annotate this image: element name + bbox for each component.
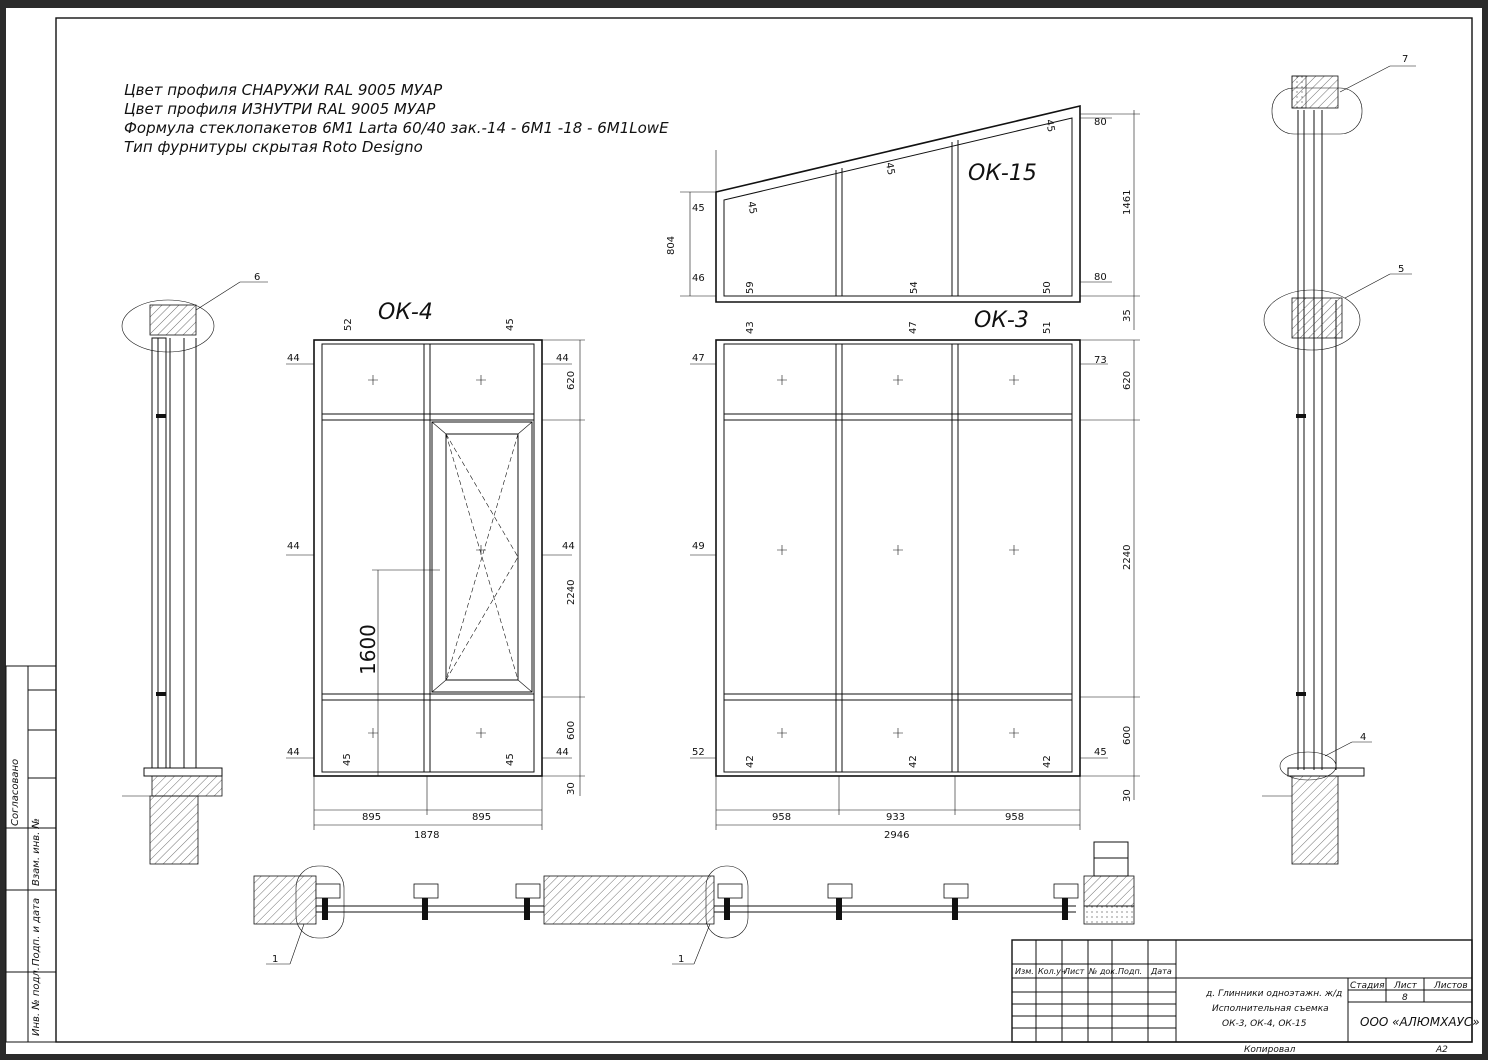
drawing-label: 6 (254, 272, 261, 283)
drawing-label: 2240 (1122, 544, 1133, 570)
drawing-label: 600 (566, 720, 577, 740)
drawing-label: А2 (1436, 1045, 1448, 1055)
drawing-label: 80 (1094, 272, 1107, 283)
note-exterior-color: Цвет профиля СНАРУЖИ RAL 9005 МУАР (124, 81, 443, 99)
drawing-label: Исполнительная съемка (1212, 1004, 1329, 1014)
drawing-label: Согласовано (10, 758, 21, 826)
drawing-label: 47 (692, 353, 705, 364)
drawing-label: 7 (1402, 54, 1409, 65)
drawing-label: 52 (343, 318, 354, 331)
drawing-label: 30 (566, 782, 577, 795)
drawing-label: 49 (692, 541, 705, 552)
ok4-label: ОК-4 (378, 300, 433, 325)
drawing-label: 50 (1042, 281, 1053, 294)
drawing-label: 44 (556, 353, 569, 364)
title-block (1012, 940, 1480, 1055)
drawing-label: 43 (745, 321, 756, 334)
drawing-label: 958 (1005, 812, 1025, 823)
ok15-label: ОК-15 (968, 161, 1037, 186)
side-stamp (6, 666, 56, 1042)
drawing-label: 30 (1122, 789, 1133, 802)
note-hardware: Тип фурнитуры скрытая Roto Designo (124, 138, 423, 156)
drawing-label: 5 (1398, 264, 1405, 275)
note-glass-formula: Формула стеклопакетов 6М1 Larta 60/40 зак.-14 - 6М1 -18 - 6М1LowE (124, 119, 669, 137)
drawing-label: 45 (745, 200, 759, 216)
drawing-label: 80 (1094, 117, 1107, 128)
drawing-label: д. Глинники одноэтажн. ж/д (1206, 989, 1343, 999)
drawing-label: 600 (1122, 725, 1133, 745)
drawing-label: 42 (908, 755, 919, 768)
drawing-label: 45 (883, 161, 897, 177)
drawing-label: Инв. № подл. (31, 967, 42, 1036)
drawing-label: 1461 (1122, 189, 1133, 215)
drawing-label: 933 (886, 812, 906, 823)
drawing-label: 51 (1042, 321, 1053, 334)
drawing-label: 44 (287, 353, 300, 364)
drawing-label: 4 (1360, 732, 1367, 743)
drawing-label: № док. (1089, 967, 1118, 976)
drawing-label: 44 (287, 747, 300, 758)
drawing-label: 46 (692, 273, 705, 284)
drawing-label: 47 (908, 321, 919, 334)
drawing-label: Взам. инв. № (31, 818, 42, 886)
drawing-label: Изм. (1015, 967, 1034, 976)
drawing-label: 895 (472, 812, 492, 823)
drawing-label: Лист (1064, 967, 1085, 976)
drawing-label: Подп. (1118, 967, 1143, 976)
drawing-label: 45 (1043, 118, 1057, 134)
drawing-label: Стадия (1350, 981, 1385, 991)
general-notes (124, 81, 669, 156)
ok15-elevation (666, 106, 1140, 330)
drawing-label: 44 (562, 541, 575, 552)
drawing-label: 1600 (356, 624, 380, 675)
left-section-view (122, 272, 268, 864)
drawing-label: 45 (1094, 747, 1107, 758)
drawing-label: 2946 (884, 830, 910, 841)
drawing-label: ООО «АЛЮМХАУС» (1360, 1015, 1480, 1029)
drawing-label: Подп. и дата (31, 897, 42, 966)
drawing-label: 45 (342, 753, 353, 766)
drawing-label: 35 (1122, 309, 1133, 322)
plan-section-view (254, 842, 1134, 965)
ok3-label: ОК-3 (974, 308, 1029, 333)
drawing-label: 1878 (414, 830, 440, 841)
ok4-elevation (286, 300, 585, 841)
drawing-label: 1 (272, 954, 279, 965)
drawing-label: 59 (745, 281, 756, 294)
drawing-label: 44 (287, 541, 300, 552)
drawing-label: Лист (1394, 981, 1417, 991)
drawing-label: Копировал (1244, 1045, 1296, 1055)
drawing-label: 45 (692, 203, 705, 214)
drawing-label: 620 (566, 370, 577, 390)
right-section-view (1262, 54, 1416, 864)
drawing-label: 45 (505, 318, 516, 331)
drawing-label: 2240 (566, 579, 577, 605)
drawing-label: 804 (666, 235, 677, 255)
drawing-label: Листов (1434, 981, 1468, 991)
drawing-label: 73 (1094, 355, 1107, 366)
drawing-label: 44 (556, 747, 569, 758)
drawing-label: 52 (692, 747, 705, 758)
drawing-label: 42 (745, 755, 756, 768)
drawing-label: 45 (505, 753, 516, 766)
note-interior-color: Цвет профиля ИЗНУТРИ RAL 9005 МУАР (124, 100, 436, 118)
drawing-label: 8 (1402, 993, 1408, 1003)
drawing-label: 895 (362, 812, 382, 823)
drawing-label: 42 (1042, 755, 1053, 768)
drawing-label: 620 (1122, 370, 1133, 390)
drawing-label: Кол.уч (1038, 967, 1066, 976)
ok3-elevation (690, 308, 1140, 841)
drawing-label: 958 (772, 812, 792, 823)
drawing-label: 1 (678, 954, 685, 965)
drawing-label: 54 (909, 281, 920, 294)
drawing-label: ОК-3, ОК-4, ОК-15 (1222, 1019, 1307, 1029)
drawing-label: Дата (1151, 967, 1172, 976)
